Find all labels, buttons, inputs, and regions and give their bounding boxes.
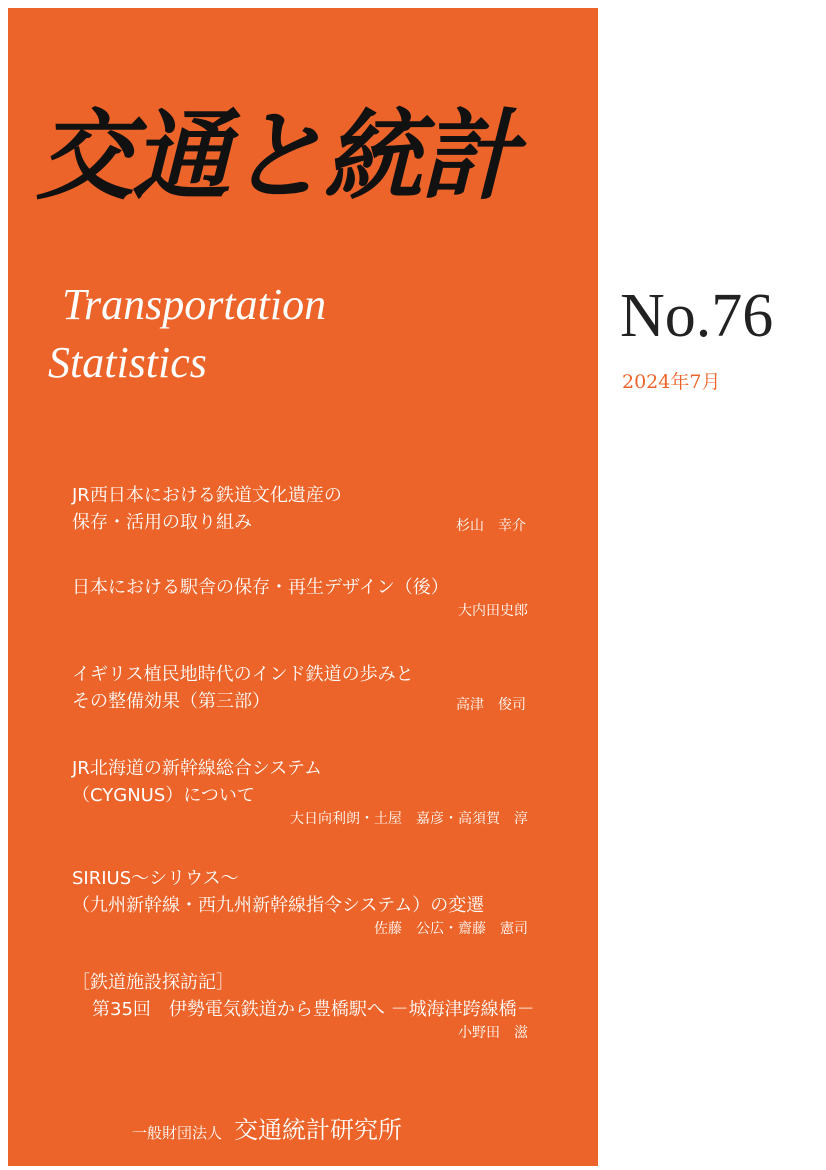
article-author: 大内田史郎	[458, 603, 528, 619]
article-3	[72, 661, 528, 715]
table-of-contents	[72, 482, 535, 1043]
title-en-line-1: Transportation	[62, 280, 327, 329]
article-title-line: その整備効果（第三部）	[72, 691, 270, 712]
article-author: 高津 俊司	[456, 697, 526, 713]
article-title-line: JR西日本における鉄道文化遺産の	[72, 485, 342, 506]
article-title-line: JR北海道の新幹線総合システム	[72, 758, 323, 779]
article-6	[72, 969, 535, 1043]
article-title-line: 保存・活用の取り組み	[72, 512, 252, 533]
article-author: 佐藤 公広・齋藤 憲司	[374, 921, 528, 937]
article-title-line: （九州新幹線・西九州新幹線指令システム）の変遷	[72, 895, 485, 916]
article-5	[72, 865, 528, 939]
article-title-line: 第35回 伊勢電気鉄道から豊橋駅へ －城海津跨線橋－	[92, 999, 535, 1020]
article-author: 小野田 滋	[458, 1025, 528, 1041]
publisher-name: 交通統計研究所	[234, 1116, 403, 1144]
article-section-label: ［鉄道施設探訪記］	[72, 972, 234, 993]
article-4	[72, 755, 528, 829]
journal-title-japanese: 交通と統計	[36, 100, 517, 214]
article-2	[72, 574, 528, 621]
article-author: 杉山 幸介	[456, 518, 526, 534]
article-title-line: SIRIUS～シリウス～	[72, 868, 239, 889]
journal-title-english	[48, 276, 326, 392]
publisher	[132, 1110, 402, 1145]
publisher-type: 一般財団法人	[132, 1124, 223, 1142]
article-title-line: 日本における駅舎の保存・再生デザイン（後）	[72, 577, 449, 598]
article-title-line: （CYGNUS）について	[72, 785, 255, 806]
title-en-line-2: Statistics	[48, 338, 207, 387]
article-author: 大日向利朗・土屋 嘉彦・高須賀 淳	[290, 811, 528, 827]
issue-date: 2024年7月	[622, 371, 721, 393]
article-title-line: イギリス植民地時代のインド鉄道の歩みと	[72, 664, 414, 685]
issue-number: No.76	[620, 282, 774, 350]
article-1	[72, 482, 528, 536]
